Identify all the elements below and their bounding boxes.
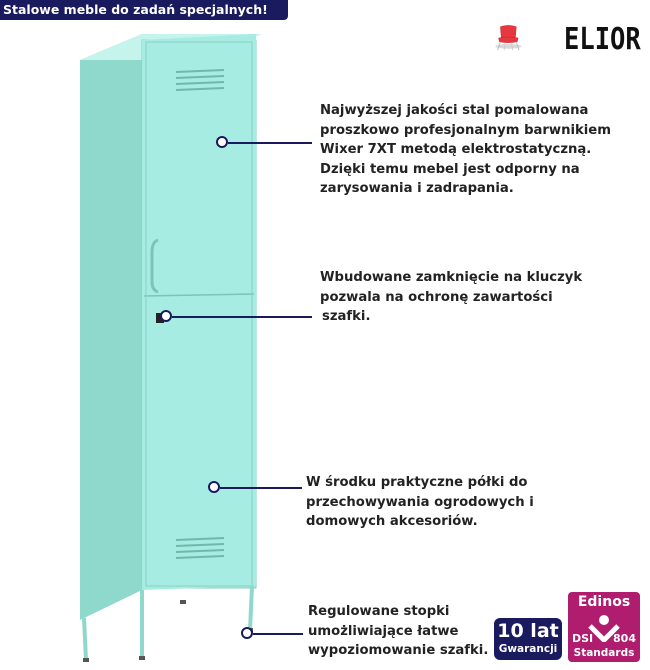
callout-line-feet xyxy=(253,633,303,635)
warranty-badge: 10 lat Gwarancji xyxy=(494,618,562,660)
top-banner: Stalowe meble do zadań specjalnych! xyxy=(0,0,288,20)
callout-line-steel xyxy=(228,142,312,144)
callout-dot-shelves xyxy=(208,481,220,493)
callout-line-shelves xyxy=(220,487,302,489)
callout-feet-text: Regulowane stopki umożliwiające łatwe wypoziomowanie szafki. xyxy=(308,604,489,658)
edinos-badge: Edinos DSI 804 Standards xyxy=(568,592,640,662)
callout-line-lock xyxy=(172,316,312,318)
callout-dot-steel xyxy=(216,136,228,148)
callout-dot-lock xyxy=(160,310,172,322)
callout-shelves-text: W środku praktyczne półki do przechowywania ogrodowych i domowych akcesoriów. xyxy=(306,475,534,529)
callout-steel-text: Najwyższej jakości stal pomalowana proszkowo profesjonalnym barwnikiem Wixer 7XT metodą elektrostatyczną. Dzięki temu mebel jest odporny na zarysowania i zadrapania. xyxy=(320,103,611,196)
callout-lock-text: Wbudowane zamknięcie na kluczyk pozwala na ochronę zawartości szafki. xyxy=(320,270,583,324)
logo-text: ELIOR xyxy=(564,22,641,57)
locker-cabinet-image xyxy=(72,30,272,670)
callout-dot-feet xyxy=(241,627,253,639)
chair-icon xyxy=(492,8,562,68)
